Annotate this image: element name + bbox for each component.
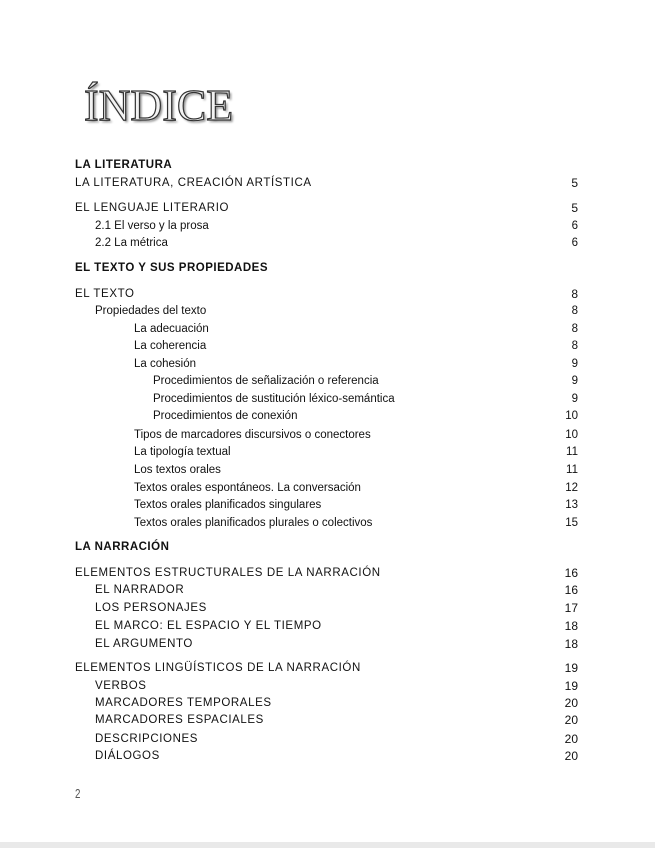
toc-entry-page-number: 9 (571, 393, 578, 405)
toc-entry-page-number: 9 (571, 358, 578, 370)
toc-entry-label: ELEMENTOS LINGÜÍSTICOS DE LA NARRACIÓN (75, 662, 361, 674)
toc-entry-label: Textos orales espontáneos. La conversación (134, 482, 361, 494)
toc-entry-label: Textos orales planificados singulares (134, 499, 322, 511)
toc-section-heading (75, 539, 578, 555)
toc-entry (75, 321, 578, 337)
toc-entry-label: Procedimientos de conexión (153, 410, 298, 422)
toc-entry (75, 356, 578, 372)
toc-entry-label: 2.1 El verso y la prosa (95, 220, 209, 232)
toc-entry-page-number: 8 (571, 340, 578, 352)
toc-entry-page-number: 18 (564, 637, 578, 651)
toc-entry (75, 303, 578, 319)
toc-entry (75, 678, 578, 694)
toc-entry-page-number: 19 (564, 661, 578, 675)
toc-entry-page-number: 20 (564, 732, 578, 746)
toc-entry-label: La cohesión (134, 358, 197, 370)
toc-entry-label: La tipología textual (134, 446, 231, 458)
toc-entry-label: Procedimientos de señalización o referencia (153, 375, 379, 387)
toc-entry (75, 712, 578, 728)
toc-entry-page-number: 6 (571, 237, 578, 249)
toc-entry-label: MARCADORES TEMPORALES (95, 697, 272, 709)
toc-entry-label: EL TEXTO Y SUS PROPIEDADES (75, 262, 269, 274)
toc-entry (75, 480, 578, 496)
toc-entry-page-number: 8 (571, 323, 578, 335)
toc-entry-page-number: 20 (564, 749, 578, 763)
page-number: 2 (75, 786, 81, 801)
toc-entry-page-number: 10 (565, 429, 578, 441)
toc-entry (75, 408, 578, 424)
toc-entry (75, 338, 578, 354)
toc-entry-label: EL ARGUMENTO (95, 638, 193, 650)
toc-entry (75, 731, 578, 747)
toc-entry-page-number: 9 (571, 375, 578, 387)
toc-entry-page-number: 5 (571, 176, 578, 190)
toc-entry-label: Los textos orales (134, 464, 221, 476)
toc-entry-label: LA LITERATURA (75, 159, 173, 171)
toc-entry-page-number: 13 (565, 499, 578, 511)
toc-entry (75, 175, 578, 191)
toc-entry-label: 2.2 La métrica (95, 237, 168, 249)
toc-entry (75, 200, 578, 216)
toc-entry (75, 582, 578, 598)
toc-entry-label: EL LENGUAJE LITERARIO (75, 202, 230, 214)
toc-entry-page-number: 16 (564, 583, 578, 597)
toc-entry-label: DESCRIPCIONES (95, 733, 199, 745)
toc-entry-page-number: 8 (571, 287, 578, 301)
toc-entry-label: EL NARRADOR (95, 584, 185, 596)
toc-entry (75, 695, 578, 711)
toc-entry-page-number: 12 (565, 482, 578, 494)
toc-entry (75, 391, 578, 407)
toc-entry (75, 515, 578, 531)
toc-entry-page-number: 16 (564, 566, 578, 580)
toc-entry (75, 565, 578, 581)
toc-entry (75, 286, 578, 302)
toc-entry-page-number: 11 (566, 464, 578, 476)
toc-entry-label: LA NARRACIÓN (75, 541, 170, 553)
toc-entry (75, 748, 578, 764)
toc-entry-page-number: 17 (564, 601, 578, 615)
toc-entry (75, 497, 578, 513)
toc-entry-page-number: 6 (571, 220, 578, 232)
toc-entry-label: La coherencia (134, 340, 207, 352)
toc-entry-label: EL TEXTO (75, 288, 135, 300)
toc-entry-page-number: 20 (564, 696, 578, 710)
toc-entry-page-number: 15 (565, 517, 578, 529)
toc-entry-page-number: 18 (564, 619, 578, 633)
toc-entry-label: LOS PERSONAJES (95, 602, 207, 614)
toc-entry (75, 660, 578, 676)
toc-entry-page-number: 8 (571, 305, 578, 317)
page-title: ÍNDICE (84, 81, 234, 130)
toc-entry-label: LA LITERATURA, CREACIÓN ARTÍSTICA (75, 177, 312, 189)
toc-section-heading (75, 157, 578, 173)
toc-entry-page-number: 5 (571, 201, 578, 215)
toc-entry (75, 235, 578, 251)
page-bottom-edge (0, 842, 655, 848)
toc-entry (75, 462, 578, 478)
toc-entry-label: Textos orales planificados plurales o colectivos (134, 517, 373, 529)
toc-entry-page-number: 10 (565, 410, 578, 422)
toc-entry-page-number: 20 (564, 713, 578, 727)
toc-entry (75, 444, 578, 460)
toc-entry (75, 618, 578, 634)
toc-entry (75, 427, 578, 443)
toc-entry-label: ELEMENTOS ESTRUCTURALES DE LA NARRACIÓN (75, 567, 381, 579)
toc-entry-label: Propiedades del texto (95, 305, 207, 317)
toc-entry-label: DIÁLOGOS (95, 750, 160, 762)
toc-entry-label: Tipos de marcadores discursivos o conectores (134, 429, 371, 441)
toc-entry-label: Procedimientos de sustitución léxico-semántica (153, 393, 395, 405)
toc-section-heading (75, 260, 578, 276)
toc-entry (75, 218, 578, 234)
toc-entry (75, 600, 578, 616)
toc-entry-page-number: 19 (564, 679, 578, 693)
toc-entry-label: MARCADORES ESPACIALES (95, 714, 264, 726)
toc-entry (75, 636, 578, 652)
toc-entry-label: La adecuación (134, 323, 209, 335)
toc-entry (75, 373, 578, 389)
toc-entry-label: VERBOS (95, 680, 147, 692)
toc-entry-page-number: 11 (566, 446, 578, 458)
toc-entry-label: EL MARCO: EL ESPACIO Y EL TIEMPO (95, 620, 322, 632)
